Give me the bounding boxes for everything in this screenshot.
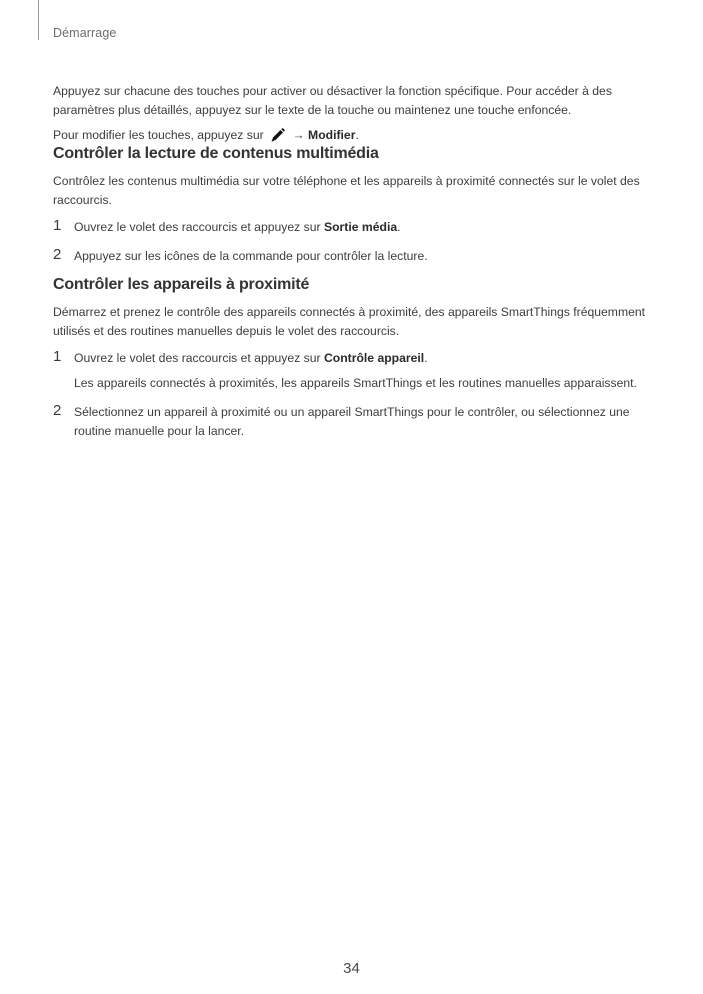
section-heading-devices: Contrôler les appareils à proximité	[53, 276, 310, 293]
step-item	[53, 218, 653, 237]
step-item	[53, 403, 653, 441]
step-suffix: .	[397, 220, 401, 234]
step-note: Les appareils connectés à proximités, les appareils SmartThings et les routines manuelles apparaissent.	[74, 376, 637, 390]
page-number: 34	[343, 960, 360, 977]
steps-media	[53, 218, 653, 266]
step-bold-label: Sortie média	[323, 220, 398, 234]
step-suffix: .	[424, 351, 428, 365]
edit-instructions-prefix: Pour modifier les touches, appuyez sur	[53, 128, 268, 142]
step-bold-label: Contrôle appareil	[323, 351, 425, 365]
step-text: Ouvrez le volet des raccourcis et appuyez sur	[74, 220, 324, 234]
edit-instructions-suffix: .	[355, 128, 359, 142]
intro-paragraph: Appuyez sur chacune des touches pour activer ou désactiver la fonction spécifique. Pour accéder à des paramètres plus détaillés, appuyez sur le texte de la touche ou maintenez une touche enfoncée.	[53, 84, 612, 117]
running-header: Démarrage	[53, 26, 117, 40]
section-intro-devices: Démarrez et prenez le contrôle des appareils connectés à proximité, des appareils SmartThings fréquemment utilisés et des routines manuelles depuis le volet des raccourcis.	[53, 305, 646, 338]
page-content	[53, 82, 653, 451]
step-number: 1	[53, 348, 62, 365]
step-text: Sélectionnez un appareil à proximité ou un appareil SmartThings pour le contrôler, ou sélectionnez une routine manuelle pour la lancer.	[74, 405, 630, 438]
step-number: 1	[53, 217, 62, 234]
step-number: 2	[53, 246, 62, 263]
step-text: Appuyez sur les icônes de la commande pour contrôler la lecture.	[74, 249, 428, 263]
pencil-icon	[269, 128, 287, 142]
edit-instructions	[53, 126, 653, 145]
step-item	[53, 247, 653, 266]
step-text: Ouvrez le volet des raccourcis et appuyez sur	[74, 351, 324, 365]
step-number: 2	[53, 402, 62, 419]
section-heading-media: Contrôler la lecture de contenus multimédia	[53, 145, 379, 162]
step-item	[53, 349, 653, 393]
header-rule	[38, 0, 39, 40]
modifier-label: Modifier	[308, 128, 356, 142]
steps-devices	[53, 349, 653, 441]
arrow-separator: →	[289, 128, 309, 142]
section-intro-media: Contrôlez les contenus multimédia sur votre téléphone et les appareils à proximité connectés sur le volet des raccourcis.	[53, 174, 640, 207]
